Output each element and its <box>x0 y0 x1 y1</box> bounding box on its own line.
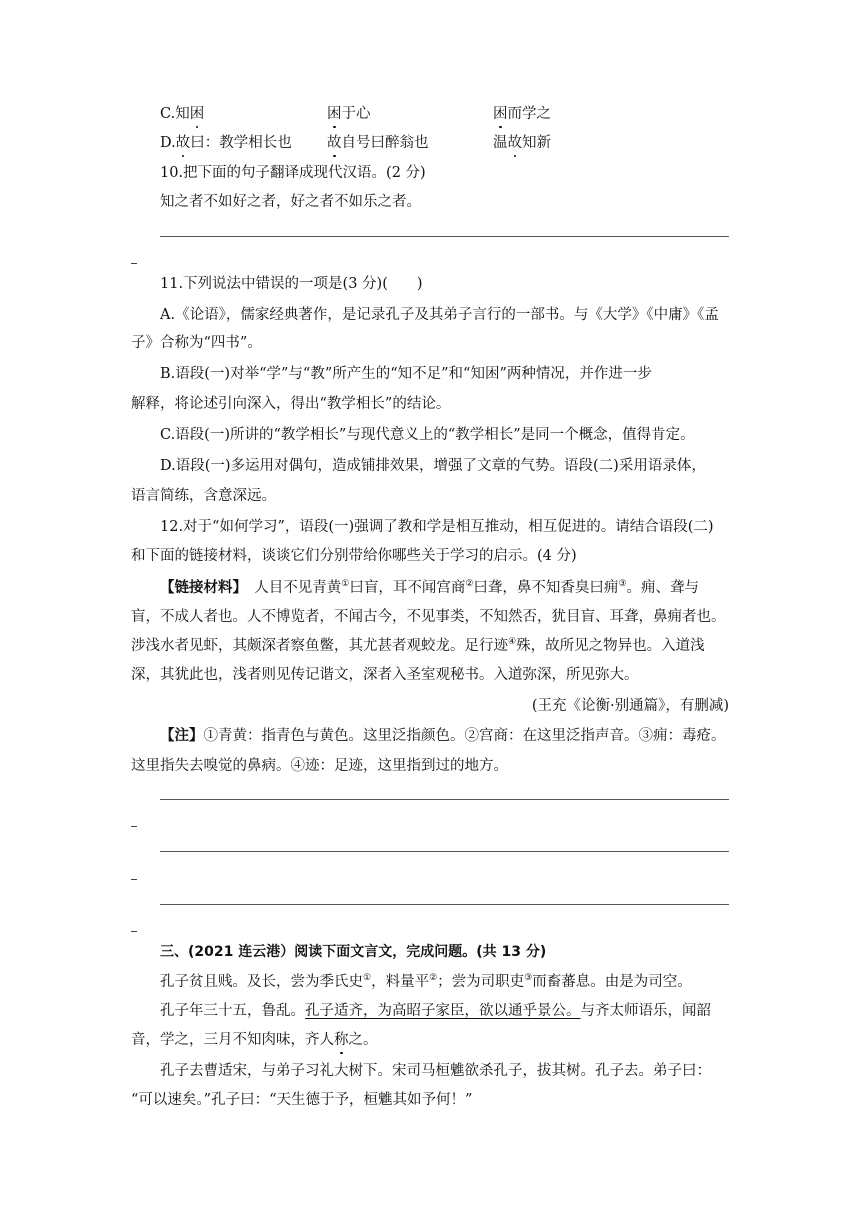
q10-prompt: 10.把下面的句子翻译成现代汉语。(2 分) <box>160 165 426 181</box>
text: 而畜蕃息。由是为司空。 <box>532 974 692 990</box>
footnote-marker: ③ <box>618 579 627 590</box>
passage-line2 <box>160 1001 711 1021</box>
dotted-char: 困 <box>327 106 342 122</box>
text: 音，学之，三月不知肉味，齐人 <box>131 1032 334 1048</box>
text: 与齐太师语乐，闻韶 <box>580 1003 711 1019</box>
option-text: 于心 <box>341 106 371 122</box>
q9-option-c-word2 <box>327 104 371 124</box>
link-material-line1 <box>160 578 699 598</box>
q9-option-d-word2 <box>327 133 429 153</box>
text: 孔子年三十五，鲁乱。 <box>160 1003 305 1019</box>
option-text: 自号曰醉翁也 <box>341 135 429 151</box>
text: 殊，故所见之物异也。入道浅 <box>516 638 705 654</box>
answer-line[interactable] <box>160 851 729 852</box>
passage-line3 <box>131 1030 378 1050</box>
q11-option-a-line2: 子》合称为“四书”。 <box>131 335 262 351</box>
passage-line4: 孔子去曹适宋，与弟子习礼大树下。宋司马桓魋欲杀孔子，拔其树。孔子去。弟子曰： <box>160 1063 711 1079</box>
option-text: 知 <box>175 106 190 122</box>
answer-line-tail <box>131 263 137 264</box>
answer-line[interactable] <box>160 904 729 905</box>
option-label: D. <box>160 135 176 151</box>
text: 之。 <box>348 1032 378 1048</box>
text: ；尝为司职吏 <box>437 974 525 990</box>
dotted-char: 困 <box>189 106 205 122</box>
q11-prompt: 11.下列说法中错误的一项是(3 分)( ) <box>160 276 423 292</box>
dotted-char: 故 <box>175 135 191 151</box>
passage-line5: “可以速矣。”孔子曰：“天生德于予，桓魋其如予何！” <box>131 1092 473 1108</box>
note-label: 【注】 <box>160 727 204 744</box>
text: 人目不见青黄 <box>254 580 342 596</box>
text: 孔子贫且贱。及长，尝为季氏史 <box>160 974 363 990</box>
q10-sentence: 知之者不如好之者，好之者不如乐之者。 <box>160 194 421 210</box>
footnote-marker: ② <box>429 973 438 984</box>
option-text: 而学之 <box>507 106 551 122</box>
answer-line-tail <box>131 826 137 827</box>
dotted-char: 称 <box>334 1032 349 1048</box>
link-material-line4: 深，其犹此也，浅者则见传记谐文，深者入圣室观秘书。入道弥深，所见弥大。 <box>131 667 639 683</box>
q9-option-c-word3 <box>493 104 551 124</box>
section3-title: 三、(2021 连云港）阅读下面文言文，完成问题。(共 13 分) <box>160 944 547 960</box>
text: 涉浅水者见虾，其颇深者察鱼鳖，其尤甚者观蛟龙。足行迹 <box>131 638 508 654</box>
footnote-marker: ④ <box>508 637 517 648</box>
note-line2: 这里指失去嗅觉的鼻病。④迹：足迹，这里指到过的地方。 <box>131 758 508 774</box>
footnote-marker: ① <box>363 973 372 984</box>
answer-line[interactable] <box>160 236 729 237</box>
note-text: ①青黄：指青色与黄色。这里泛指颜色。②宫商：在这里泛指声音。③痈：毒疮。 <box>203 728 726 744</box>
note-line1 <box>160 726 726 746</box>
answer-line-tail <box>131 879 137 880</box>
dotted-char: 故 <box>507 135 522 151</box>
answer-line[interactable] <box>160 799 729 800</box>
q11-option-b-line1: B.语段(一)对举“学”与“教”所产生的“知不足”和“知困”两种情况，并作进一步 <box>160 366 652 382</box>
footnote-marker: ① <box>341 579 350 590</box>
underlined-sentence: 孔子适齐，为高昭子家臣，欲以通乎景公。 <box>305 1003 581 1019</box>
q11-option-d-line1: D.语段(一)多运用对偶句，造成铺排效果，增强了文章的气势。语段(二)采用语录体， <box>160 458 706 474</box>
text: 。痈、聋与 <box>626 580 699 596</box>
q9-option-c <box>160 104 204 124</box>
option-label: C. <box>160 106 176 122</box>
q11-option-d-line2: 语言简练，含意深远。 <box>131 488 276 504</box>
dotted-char: 故 <box>327 135 342 151</box>
text: ，料量平 <box>371 974 430 990</box>
answer-line-tail <box>131 931 137 932</box>
option-text: 知新 <box>522 135 551 151</box>
q11-option-b-line2: 解释，将论述引向深入，得出“教学相长”的结论。 <box>131 396 451 412</box>
q9-option-d <box>160 133 292 153</box>
link-material-line2: 盲，不成人者也。人不博览者，不闻古今，不见事类，不知然否，犹目盲、耳聋，鼻痈者也。 <box>131 609 726 625</box>
link-material-line3 <box>131 636 705 656</box>
q12-prompt-line1: 12.对于“如何学习”，语段(一)强调了教和学是相互推动，相互促进的。请结合语段(二) <box>160 519 714 535</box>
q11-option-c: C.语段(一)所讲的“教学相长”与现代意义上的“教学相长”是同一个概念，值得肯定。 <box>160 427 695 443</box>
option-text: 温 <box>493 135 508 151</box>
text: 曰盲，耳不闻宫商 <box>349 580 466 596</box>
footnote-marker: ③ <box>524 973 533 984</box>
q12-prompt-line2: 和下面的链接材料，谈谈它们分别带给你哪些关于学习的启示。(4 分) <box>131 548 577 564</box>
source-citation: (王充《论衡·别通篇》，有删减) <box>531 698 729 714</box>
option-text: 曰：教学相长也 <box>190 135 292 151</box>
footnote-marker: ② <box>465 579 474 590</box>
link-material-label: 【链接材料】 <box>160 579 240 596</box>
dotted-char: 困 <box>493 106 508 122</box>
passage-line1 <box>160 972 692 992</box>
text: 曰聋，鼻不知香臭曰痈 <box>473 580 619 596</box>
q11-option-a-line1: A.《论语》，儒家经典著作，是记录孔子及其弟子言行的一部书。与《大学》《中庸》《孟 <box>160 307 719 323</box>
q9-option-d-word3 <box>493 133 551 153</box>
